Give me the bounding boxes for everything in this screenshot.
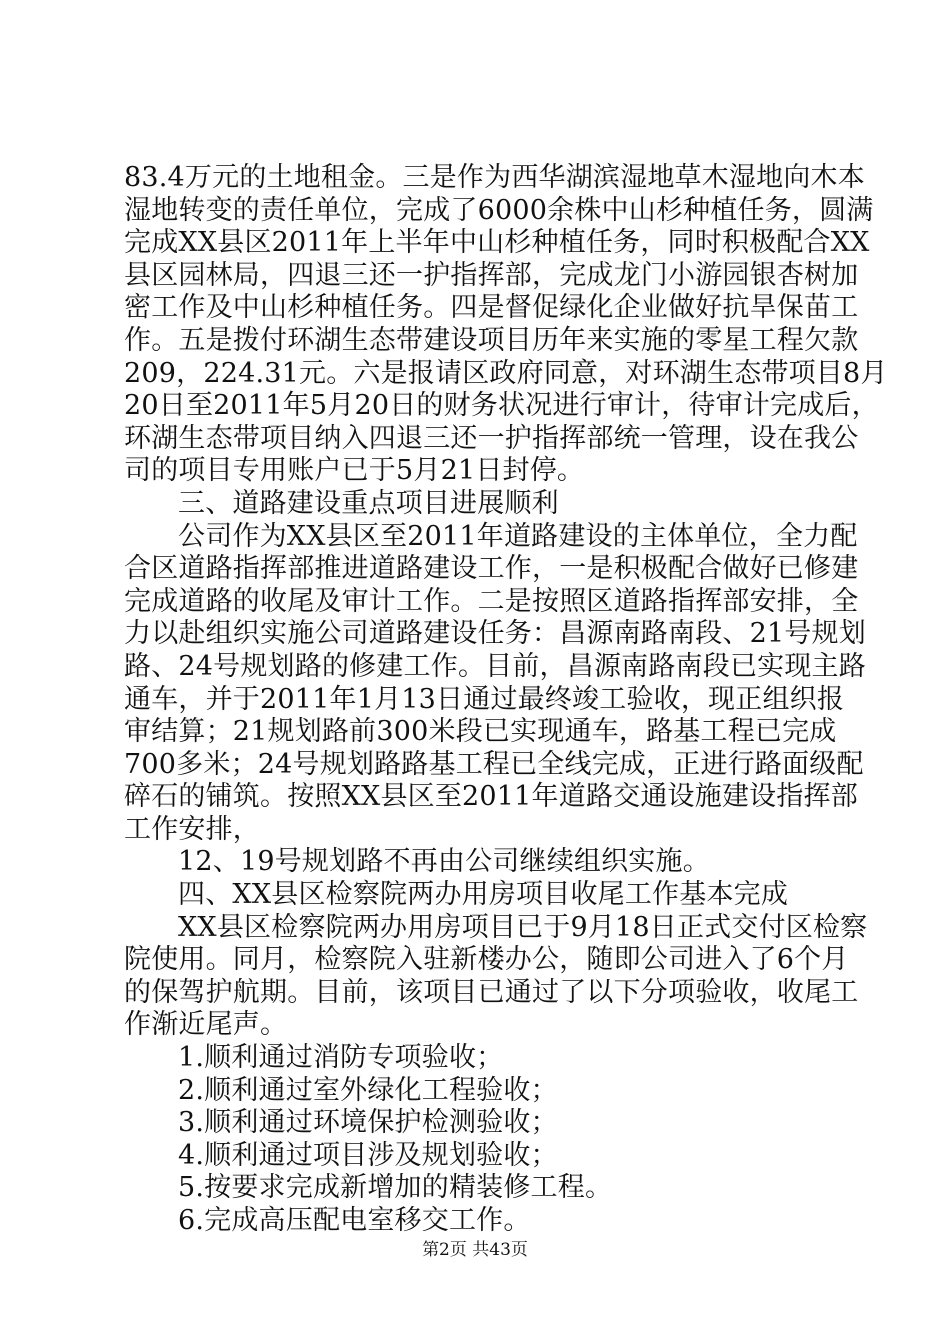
text-line: 3.顺利通过环境保护检测验收； — [178, 1107, 558, 1139]
text-line: 三、道路建设重点项目进展顺利 — [178, 487, 559, 519]
text-line: 完成道路的收尾及审计工作。二是按照区道路指挥部安排，全 — [124, 585, 859, 617]
text-line: 路、24号规划路的修建工作。目前，昌源南路南段已实现主路 — [124, 650, 866, 682]
text-line: 作渐近尾声。 — [124, 1009, 288, 1041]
document-body — [124, 162, 888, 1238]
text-line: 合区道路指挥部推进道路建设工作，一是积极配合做好已修建 — [124, 553, 859, 585]
text-line: 碎石的铺筑。按照XX县区至2011年道路交通设施建设指挥部 — [124, 781, 858, 813]
text-line: 1.顺利通过消防专项验收； — [178, 1042, 504, 1074]
text-line: 83.4万元的土地租金。三是作为西华湖滨湿地草木湿地向木本 — [124, 162, 865, 193]
page-footer: 第2页 共43页 — [422, 1240, 528, 1260]
text-line: 审结算；21规划路前300米段已实现通车，路基工程已完成 — [124, 716, 837, 748]
text-line: 完成XX县区2011年上半年中山杉种植任务，同时积极配合XX — [124, 227, 870, 259]
text-line: 5.按要求完成新增加的精装修工程。 — [178, 1172, 613, 1204]
text-line: 公司作为XX县区至2011年道路建设的主体单位，全力配 — [178, 520, 858, 552]
text-line: 通车，并于2011年1月13日通过最终竣工验收，现正组织报 — [124, 683, 845, 715]
text-line: 环湖生态带项目纳入四退三还一护指挥部统一管理，设在我公 — [124, 422, 859, 454]
text-line: 4.顺利通过项目涉及规划验收； — [178, 1139, 558, 1171]
text-line: 湿地转变的责任单位，完成了6000余株中山杉种植任务，圆满 — [124, 194, 874, 226]
text-line: 力以赴组织实施公司道路建设任务：昌源南路南段、21号规划 — [124, 618, 866, 650]
text-line: 209，224.31元。六是报请区政府同意，对环湖生态带项目8月 — [124, 357, 888, 389]
text-line: 700多米；24号规划路路基工程已全线完成，正进行路面级配 — [124, 748, 864, 780]
text-line: 县区园林局，四退三还一护指挥部，完成龙门小游园银杏树加 — [124, 259, 859, 291]
text-line: 2.顺利通过室外绿化工程验收； — [178, 1074, 558, 1106]
text-line: XX县区检察院两办用房项目已于9月18日正式交付区检察 — [178, 911, 868, 943]
text-line: 作。五是拨付环湖生态带建设项目历年来实施的零星工程欠款 — [124, 324, 859, 356]
text-line: 的保驾护航期。目前，该项目已通过了以下分项验收，收尾工 — [124, 976, 859, 1008]
text-line: 院使用。同月，检察院入驻新楼办公，随即公司进入了6个月 — [124, 944, 849, 976]
text-line: 12、19号规划路不再由公司继续组织实施。 — [178, 846, 710, 878]
text-line: 司的项目专用账户已于5月21日封停。 — [124, 455, 585, 487]
text-line: 20日至2011年5月20日的财务状况进行审计，待审计完成后， — [124, 390, 879, 422]
text-line: 工作安排， — [124, 813, 260, 845]
text-line: 6.完成高压配电室移交工作。 — [178, 1205, 531, 1236]
text-line: 密工作及中山杉种植任务。四是督促绿化企业做好抗旱保苗工 — [124, 292, 859, 324]
text-line: 四、XX县区检察院两办用房项目收尾工作基本完成 — [178, 879, 789, 911]
